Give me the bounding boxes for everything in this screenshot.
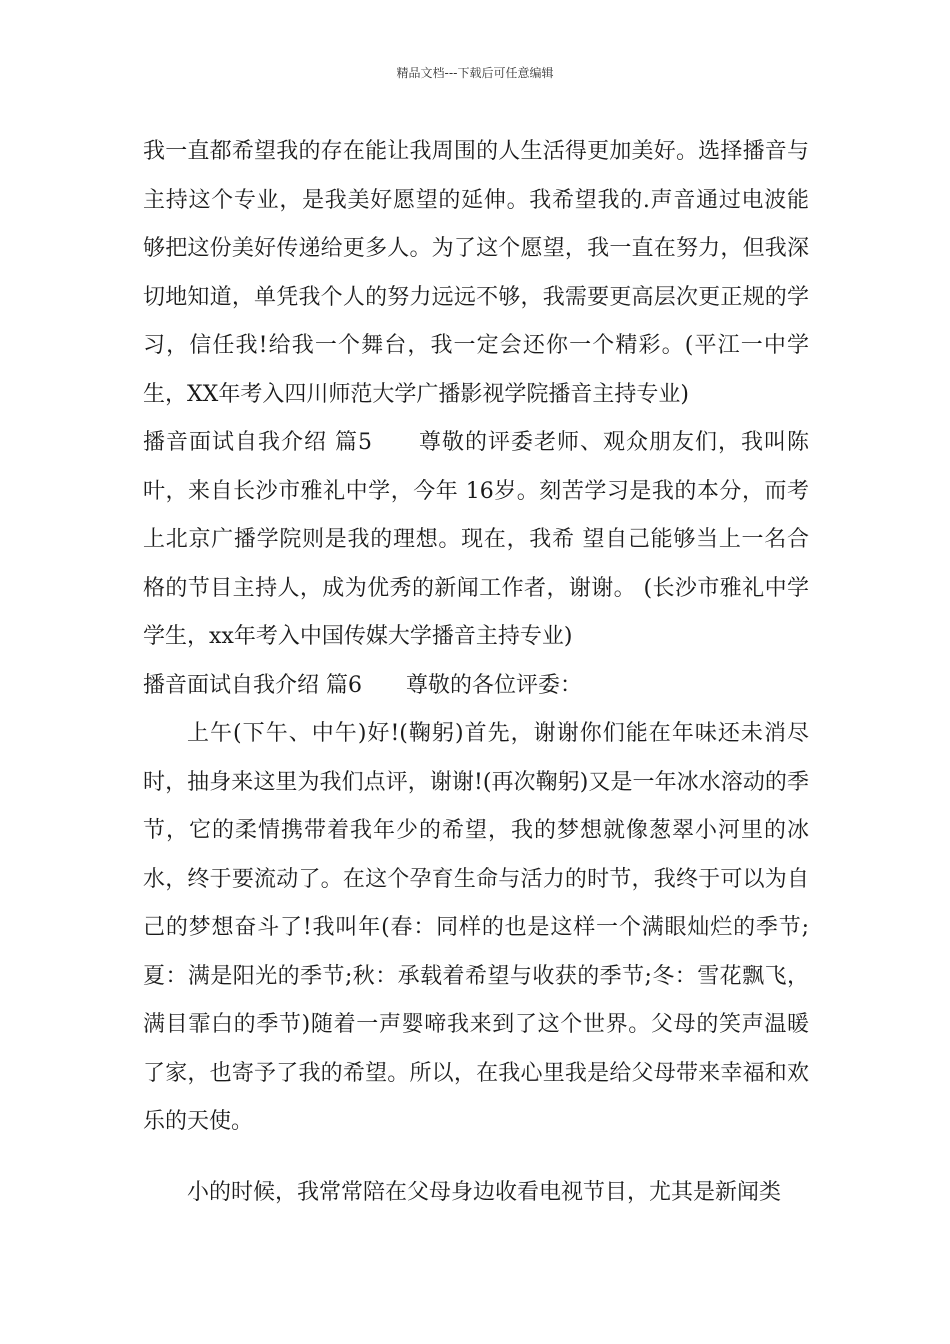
paragraph-2: 播音面试自我介绍 篇5 尊敬的评委老师、观众朋友们，我叫陈叶，来自长沙市雅礼中学，今年 16岁。刻苦学习是我的本分，而考上北京广播学院则是我的理想。现在，我希 望自己能够当上一名合格的节目主持人，成为优秀的新闻工作者，谢谢。 (长沙市雅礼中学学生，xx年考入中国传媒大学播音主持专业)	[143, 430, 809, 649]
paragraph-1: 我一直都希望我的存在能让我周围的人生活得更加美好。选择播音与主持这个专业，是我美好愿望的延伸。我希望我的.声音通过电波能够把这份美好传递给更多人。为了这个愿望，我一直在努力，但我深切地知道，单凭我个人的努力远远不够，我需要更高层次更正规的学习，信任我!给我一个舞台，我一定会还你一个精彩。(平江一中学生，XX年考入四川师范大学广播影视学院播音主持专业)	[143, 139, 809, 407]
document-body	[143, 128, 809, 1217]
paragraph-3: 播音面试自我介绍 篇6 尊敬的各位评委：	[143, 672, 582, 698]
paragraph-5: 小的时候，我常常陪在父母身边收看电视节目，尤其是新闻类	[187, 1179, 782, 1205]
paragraph-4: 上午(下午、中午)好!(鞠躬)首先，谢谢你们能在年味还未消尽时，抽身来这里为我们点评，谢谢!(再次鞠躬)又是一年冰水溶动的季节，它的柔情携带着我年少的希望，我的梦想就像葱翠小河里的冰水，终于要流动了。在这个孕育生命与活力的时节，我终于可以为自己的梦想奋斗了!我叫年(春：同样的也是这样一个满眼灿烂的季节;夏：满是阳光的季节;秋：承载着希望与收获的季节;冬：雪花飘飞，满目霏白的季节)随着一声婴啼我来到了这个世界。父母的笑声温暖了家，也寄予了我的希望。所以，在我心里我是给父母带来幸福和欢乐的天使。	[143, 721, 809, 1134]
page-header: 精品文档---下载后可任意编辑	[396, 66, 554, 80]
